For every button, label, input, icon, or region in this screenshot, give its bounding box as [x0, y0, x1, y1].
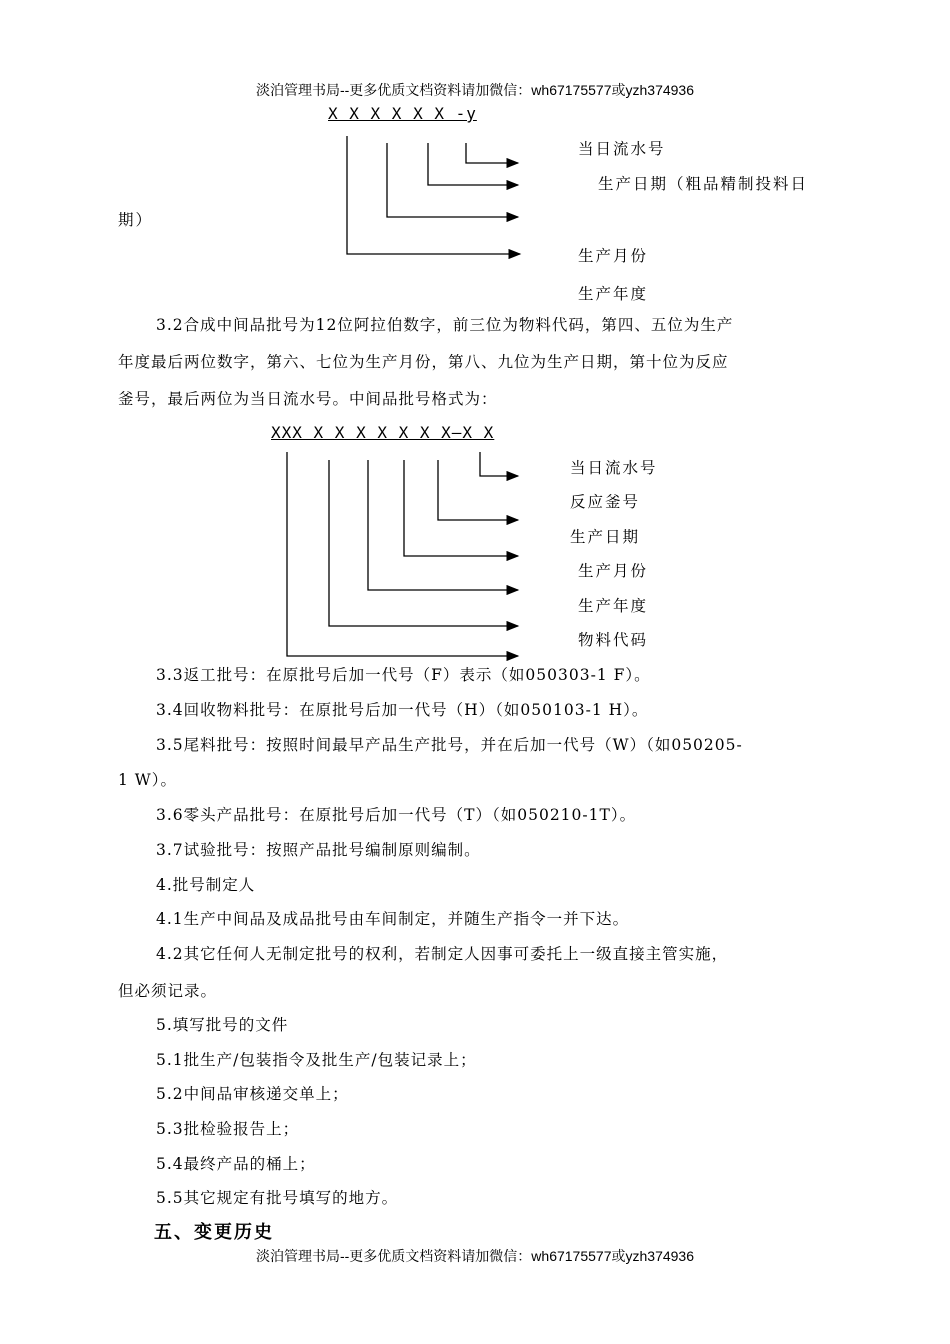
- arrow2-year: [329, 460, 518, 626]
- para-3-2-line-2: 年度最后两位数字，第六、七位为生产月份，第八、九位为生产日期，第十位为反应: [118, 353, 729, 371]
- label-production-date: 生产日期（粗品精制投料日: [598, 175, 809, 193]
- page-footer: 淡泊管理书局--更多优质文档资料请加微信：wh67175577或yzh374936: [255, 1248, 694, 1264]
- para-3-7: 3.7试验批号：按照产品批号编制原则编制。: [156, 841, 481, 859]
- label2-material-code: 物料代码: [578, 631, 649, 649]
- arrow2-serial: [480, 452, 518, 476]
- label2-production-month: 生产月份: [578, 562, 649, 580]
- label-production-date-cont: 期）: [118, 211, 154, 229]
- para-3-4: 3.4回收物料批号：在原批号后加一代号（H）（如050103-1 H）。: [156, 701, 649, 719]
- intermediate-batch-format: XXX X X X X X X X—X X: [271, 423, 495, 442]
- para-5-5: 5.5其它规定有批号填写的地方。: [156, 1189, 399, 1207]
- label2-production-date: 生产日期: [570, 528, 641, 546]
- label-production-month: 生产月份: [578, 247, 649, 265]
- section-5-title: 五、变更历史: [154, 1222, 274, 1243]
- para-4-1: 4.1生产中间品及成品批号由车间制定，并随生产指令一并下达。: [156, 910, 630, 928]
- label-production-year: 生产年度: [578, 285, 649, 303]
- para-3-6: 3.6零头产品批号：在原批号后加一代号（T）（如050210-1T）。: [156, 806, 637, 824]
- page-header: 淡泊管理书局--更多优质文档资料请加微信：wh67175577或yzh374936: [255, 82, 694, 98]
- heading-5: 5.填写批号的文件: [156, 1016, 289, 1034]
- arrow2-reactor: [438, 460, 518, 520]
- para-5-2: 5.2中间品审核递交单上；: [156, 1085, 349, 1103]
- para-5-1: 5.1批生产/包装指令及批生产/包装记录上；: [156, 1051, 477, 1069]
- para-4-2-cont: 但必须记录。: [118, 982, 218, 1000]
- para-3-2-line-3: 釜号，最后两位为当日流水号。中间品批号格式为：: [118, 390, 498, 408]
- para-3-5-cont: 1 W）。: [118, 771, 177, 789]
- heading-4: 4.批号制定人: [156, 876, 256, 894]
- arrow2-date: [404, 460, 518, 556]
- label2-production-year: 生产年度: [578, 597, 649, 615]
- para-4-2: 4.2其它任何人无制定批号的权利，若制定人因事可委托上一级直接主管实施，: [156, 945, 729, 963]
- label-daily-serial: 当日流水号: [578, 140, 666, 158]
- finished-batch-format: X X X X X X -y: [328, 104, 477, 123]
- label2-reactor-no: 反应釜号: [570, 493, 641, 511]
- label2-daily-serial: 当日流水号: [570, 459, 658, 477]
- arrow2-month: [368, 460, 518, 590]
- para-3-3: 3.3返工批号：在原批号后加一代号（F）表示（如050303-1 F）。: [156, 666, 651, 684]
- para-3-2-line-1: 3.2合成中间品批号为12位阿拉伯数字，前三位为物料代码，第四、五位为生产: [156, 316, 734, 334]
- para-5-3: 5.3批检验报告上；: [156, 1120, 300, 1138]
- para-3-5: 3.5尾料批号：按照时间最早产品生产批号，并在后加一代号（W）（如050205-: [156, 736, 743, 754]
- para-5-4: 5.4最终产品的桶上；: [156, 1155, 316, 1173]
